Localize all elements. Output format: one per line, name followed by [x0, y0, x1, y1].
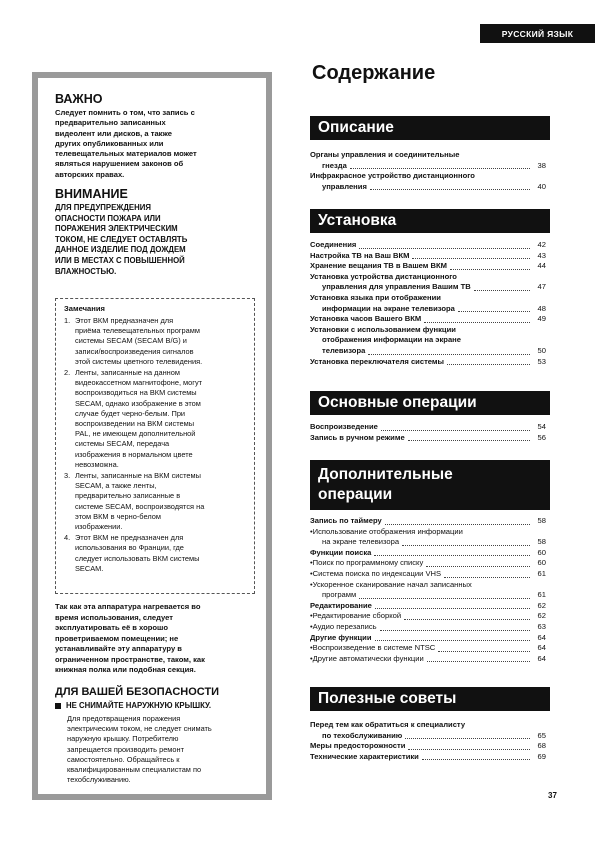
dot-leader — [422, 759, 530, 760]
toc-entry-label: на экране телевизора — [322, 537, 400, 547]
toc-entry-label: Инфракрасное устройство дистанционного — [310, 171, 475, 181]
toc-entry-label: по техобслуживанию — [322, 730, 403, 740]
toc-entry-page: 56 — [537, 432, 546, 442]
toc-entry-page: 64 — [537, 643, 546, 653]
toc-entry-label: Другие функции — [310, 632, 372, 642]
toc-entry — [310, 422, 546, 433]
toc-entry-page: 64 — [537, 632, 546, 642]
toc-list — [310, 720, 546, 762]
toc-list — [310, 150, 546, 192]
notes-title: Замечания — [64, 304, 105, 313]
toc-entry — [310, 611, 546, 622]
toc-entry — [310, 731, 546, 742]
toc-entry — [310, 150, 546, 161]
toc-entry-label: Установка языка при отображении — [310, 292, 441, 302]
ventilation-text: Так как эта аппаратура нагревается во время использования, следует эксплуатировать её в хорошо проветриваемом помещении; не устанавливайте эту аппаратуру в ограниченном пространстве, таком, как книжная полка или подобная секция. — [55, 602, 205, 674]
toc-entry — [310, 272, 546, 283]
dot-leader — [458, 311, 530, 312]
toc-entry-page: 58 — [537, 537, 546, 547]
dot-leader — [404, 619, 530, 620]
notes-box — [55, 298, 255, 594]
language-tab: РУССКИЙ ЯЗЫК — [480, 24, 595, 43]
dot-leader — [427, 661, 530, 662]
toc-entry-label: Настройка ТВ на Ваш ВКМ — [310, 250, 410, 260]
toc-entry-page: 38 — [537, 160, 546, 170]
toc-list — [310, 516, 546, 664]
section-header-advanced: Дополнительные операции — [310, 460, 550, 510]
toc-entry — [310, 171, 546, 182]
dot-leader — [405, 738, 530, 739]
toc-entry-page: 54 — [537, 422, 546, 431]
dot-leader — [412, 258, 530, 259]
dot-leader — [408, 749, 530, 750]
toc-entry-label: Воспроизведение — [310, 422, 378, 431]
toc-entry-page: 48 — [537, 303, 546, 313]
toc-entry-page: 69 — [537, 751, 546, 761]
toc-entry-label: Запись по таймеру — [310, 516, 382, 525]
toc-entry — [310, 433, 546, 444]
toc-entry — [310, 654, 546, 665]
safety-subtitle: НЕ СНИМАЙТЕ НАРУЖНУЮ КРЫШКУ. — [55, 701, 211, 710]
toc-entry-label: Меры предосторожности — [310, 741, 406, 751]
section-header-tips: Полезные советы — [310, 687, 550, 711]
dot-leader — [370, 189, 530, 190]
dot-leader — [359, 598, 530, 599]
toc-entry — [310, 261, 546, 272]
dot-leader — [368, 354, 530, 355]
toc-entry-label: Соединения — [310, 240, 357, 249]
warning-text: Следует помнить о том, что запись с предварительно записанных видеолент или дисков, а также других опубликованных или телевещательных материалов может являться нарушением законов об авторских правах. — [55, 108, 197, 179]
dot-leader — [350, 168, 530, 169]
dot-leader — [374, 555, 530, 556]
toc-entry-label: отображения информации на экране — [322, 335, 461, 345]
dot-leader — [474, 290, 530, 291]
toc-entry-label: •Ускоренное сканирование начал записанных — [310, 579, 472, 589]
toc-entry-page: 58 — [537, 516, 546, 525]
toc-entry-page: 61 — [537, 590, 546, 600]
note-item: 2. Ленты, записанные на данном видеокассетном магнитофоне, могут воспроизводиться на ВКМ системы SECAM, однако изображение в этом случае будет черно-белым. При воспроизведении на ВКМ системы PAL, не имеющем дополнительной системы SECAM, передача изображения в нормальном цвете невозможна. — [64, 368, 203, 469]
toc-entry-label: •Другие автоматически функции — [310, 653, 424, 663]
toc-entry-page: 50 — [537, 345, 546, 355]
toc-entry-label: гнезда — [322, 160, 347, 170]
toc-entry-label: Технические характеристики — [310, 751, 419, 761]
toc-entry-label: Перед тем как обратиться к специалисту — [310, 720, 466, 729]
dot-leader — [438, 651, 530, 652]
toc-entry-page: 40 — [537, 181, 546, 191]
toc-entry-label: управления — [322, 181, 367, 191]
toc-entry — [310, 558, 546, 569]
section-header-setup: Установка — [310, 209, 550, 233]
toc-entry — [310, 537, 546, 548]
toc-entry-label: •Система поиска по индексации VHS — [310, 568, 442, 578]
toc-entry — [310, 741, 546, 752]
toc-list — [310, 422, 546, 443]
attention-title: ВНИМАНИЕ — [55, 187, 128, 202]
dot-leader — [426, 566, 530, 567]
toc-entry-label: управления для управления Вашим ТВ — [322, 282, 471, 292]
toc-entry — [310, 346, 546, 357]
section-header-basic: Основные операции — [310, 391, 550, 415]
dot-leader — [408, 440, 530, 441]
toc-entry — [310, 720, 546, 731]
toc-entry — [310, 527, 546, 538]
square-bullet-icon — [55, 703, 61, 709]
toc-entry-label: Установка переключателя системы — [310, 356, 445, 366]
toc-entry-label: •Редактирование сборкой — [310, 611, 402, 621]
toc-entry-page: 47 — [537, 282, 546, 292]
dot-leader — [444, 577, 530, 578]
toc-entry — [310, 161, 546, 172]
toc-entry-page: 65 — [537, 730, 546, 740]
toc-entry — [310, 304, 546, 315]
toc-entry-label: Органы управления и соединительные — [310, 150, 460, 159]
toc-entry — [310, 622, 546, 633]
toc-entry-page: 44 — [537, 261, 546, 271]
toc-entry — [310, 548, 546, 559]
note-item: 4. Этот ВКМ не предназначен для использования во Франции, где следует использовать ВКМ системы SECAM. — [64, 533, 200, 573]
toc-entry — [310, 590, 546, 601]
toc-entry-page: 61 — [537, 568, 546, 578]
toc-entry-label: •Воспроизведение в системе NTSC — [310, 643, 436, 653]
toc-entry-label: •Аудио перезапись — [310, 621, 377, 631]
toc-entry-label: Функции поиска — [310, 547, 372, 557]
toc-entry-page: 62 — [537, 600, 546, 610]
dot-leader — [447, 364, 530, 365]
dot-leader — [375, 640, 531, 641]
toc-entry — [310, 516, 546, 527]
toc-entry — [310, 182, 546, 193]
toc-entry-label: Редактирование — [310, 600, 372, 610]
attention-text: ДЛЯ ПРЕДУПРЕЖДЕНИЯ ОПАСНОСТИ ПОЖАРА ИЛИ ПОРАЖЕНИЯ ЭЛЕКТРИЧЕСКИМ ТОКОМ, НЕ СЛЕДУЕТ ОСТАВЛЯТЬ ДАННОЕ ИЗДЕЛИЕ ПОД ДОЖДЕМ ИЛИ В МЕСТАХ С ПОВЫШЕННОЙ ВЛАЖНОСТЬЮ. — [55, 203, 188, 276]
toc-entry-page: 42 — [537, 240, 546, 249]
dot-leader — [402, 545, 530, 546]
dot-leader — [375, 608, 530, 609]
warning-title: ВАЖНО — [55, 92, 103, 106]
toc-entry-page: 64 — [537, 653, 546, 663]
toc-list — [310, 240, 546, 367]
toc-entry-label: программ — [322, 590, 357, 600]
toc-entry-page: 60 — [537, 547, 546, 557]
dot-leader — [381, 430, 530, 431]
safety-title: ДЛЯ ВАШЕЙ БЕЗОПАСНОСТИ — [55, 686, 220, 698]
section-header-description: Описание — [310, 116, 550, 140]
toc-entry — [310, 251, 546, 262]
toc-entry — [310, 293, 546, 304]
page-title: Содержание — [312, 62, 436, 84]
toc-entry-page: 63 — [537, 621, 546, 631]
toc-entry-page: 49 — [537, 314, 546, 324]
toc-entry — [310, 569, 546, 580]
toc-entry — [310, 314, 546, 325]
toc-entry — [310, 633, 546, 644]
toc-entry — [310, 643, 546, 654]
dot-leader — [359, 248, 530, 249]
toc-entry-label: Запись в ручном режиме — [310, 432, 405, 442]
toc-entry-page: 60 — [537, 558, 546, 568]
toc-entry-label: Хранение вещания ТВ в Вашем ВКМ — [310, 261, 447, 271]
dot-leader — [424, 322, 530, 323]
note-item: 3. Ленты, записанные на ВКМ системы SECAM, а также ленты, предварительно записанные в системе SECAM, воспроизводятся на этом ВКМ в черно-белом изображении. — [64, 471, 205, 532]
dot-leader — [380, 630, 530, 631]
toc-entry — [310, 752, 546, 763]
toc-entry-label: •Поиск по программному списку — [310, 558, 424, 568]
toc-entry-page: 43 — [537, 250, 546, 260]
safety-panel — [32, 72, 272, 800]
toc-entry-label: информации на экране телевизора — [322, 303, 455, 313]
toc-entry-label: Установки с использованием функции — [310, 324, 456, 334]
note-item: 1. Этот ВКМ предназначен для приёма телевещательных программ системы SECAM (SECAM B/G) и записи/воспроизведения сигналов этой системы цветного телевидения. — [64, 316, 203, 366]
page-number: 37 — [548, 791, 557, 800]
dot-leader — [385, 524, 530, 525]
toc-entry — [310, 282, 546, 293]
toc-entry-label: телевизора — [322, 345, 366, 355]
toc-entry — [310, 240, 546, 251]
toc-entry — [310, 325, 546, 336]
toc-entry — [310, 335, 546, 346]
toc-entry — [310, 580, 546, 591]
toc-entry — [310, 601, 546, 612]
toc-entry-page: 53 — [537, 356, 546, 366]
dot-leader — [450, 269, 530, 270]
toc-entry-label: Установка устройства дистанционного — [310, 271, 457, 281]
safety-text: Для предотвращения поражения электрическим током, не следует снимать наружную крышку. Потребителю запрещается производить ремонт самостоятельно. Обращайтесь к квалифицированным специалистам по техобслуживанию. — [67, 714, 212, 785]
toc-entry-page: 68 — [537, 741, 546, 751]
toc-entry-label: Установка часов Вашего ВКМ — [310, 314, 422, 324]
toc-entry — [310, 357, 546, 368]
toc-entry-label: •Использование отображения информации — [310, 526, 463, 536]
toc-entry-page: 62 — [537, 611, 546, 621]
